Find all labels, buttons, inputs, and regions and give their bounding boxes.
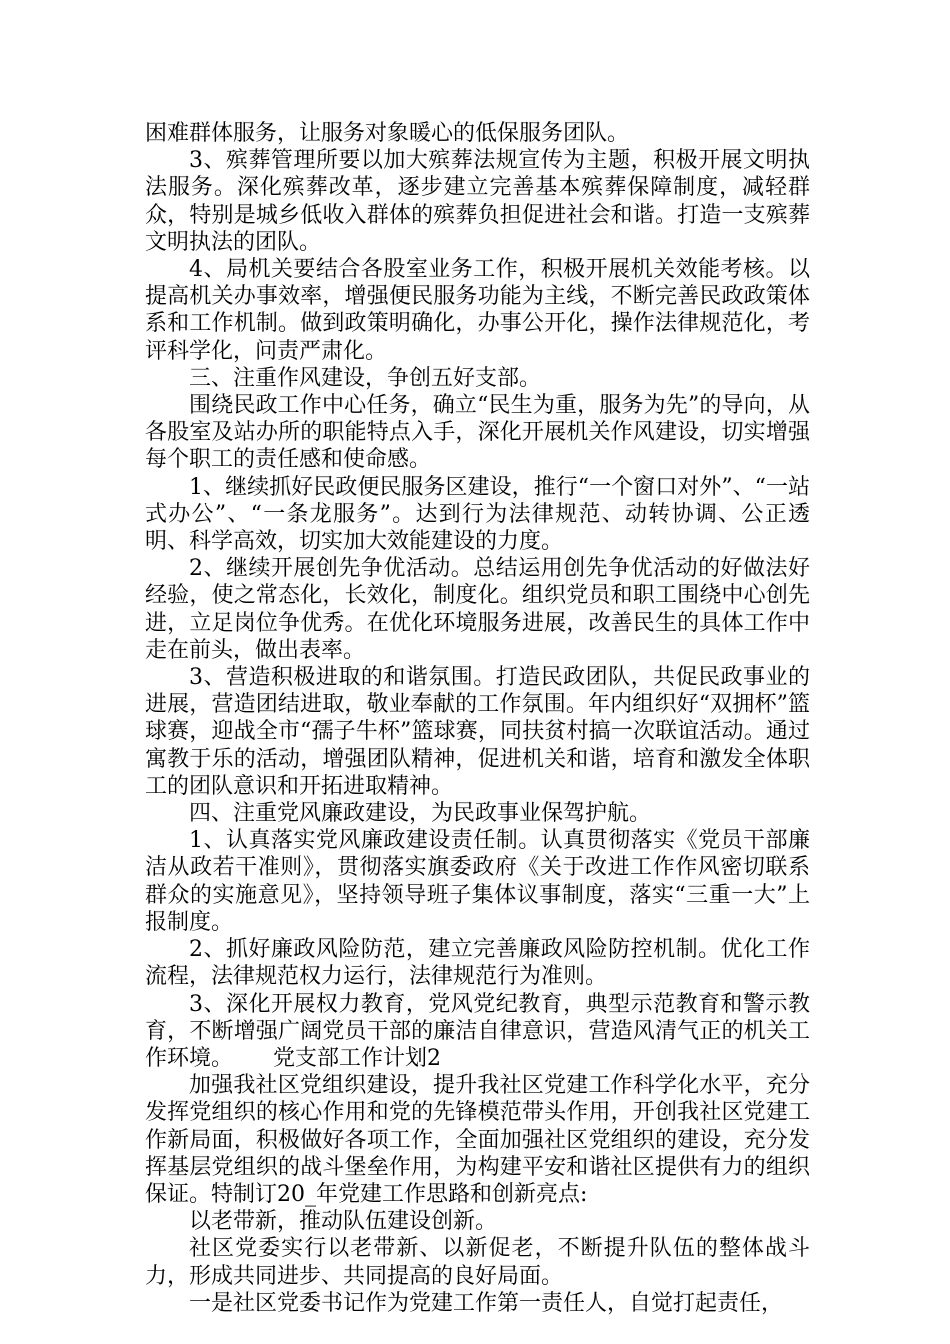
paragraph-excellence-activity: 2、继续开展创先争优活动。总结运用创先争优活动的好做法好经验，使之常态化，长效化，制度化。组织党员和职工围绕中心创先进，立足岗位争优秀。在优化环境服务进展，改善民生的具体工作中走在前头，做出表率。 [145,556,810,663]
plan-title-inline: 党支部工作计划2 [273,1045,442,1071]
paragraph-community-party: 加强我社区党组织建设，提升我社区党建工作科学化水平，充分发挥党组织的核心作用和党的先锋模范带头作用，开创我社区党建工作新局面，积极做好各项工作，全面加强社区党组织的建设，充分发挥基层党组织的战斗堡垒作用，为构建平安和谐社区提供有力的组织保证。特制订20_年党建工作思路和创新亮点: [145,1073,810,1207]
paragraph-risk-prevention: 2、抓好廉政风险防范，建立完善廉政风险防控机制。优化工作流程，法律规范权力运行，法律规范行为准则。 [145,937,810,990]
paragraph-mentoring-heading: 以老带新，推动队伍建设创新。 [189,1209,498,1235]
paragraph-service-zone: 1、继续抓好民政便民服务区建设，推行“一个窗口对外”、“一站式办公”、“一条龙服务”。达到行为法律规范、动转协调、公正透明、科学高效，切实加大效能建设的力度。 [145,474,810,555]
paragraph-responsibility-system: 1、认真落实党风廉政建设责任制。认真贯彻落实《党员干部廉洁从政若干准则》，贯彻落实旗委政府《关于改进工作作风密切联系群众的实施意见》，坚持领导班子集体议事制度，落实“三重一大”上报制度。 [145,828,810,935]
section-heading-integrity: 四、注重党风廉政建设，为民政事业保驾护航。 [189,801,652,827]
paragraph-bureau-efficiency: 4、局机关要结合各股室业务工作，积极开展机关效能考核。以提高机关办事效率，增强便民服务功能为主线，不断完善民政政策体系和工作机制。做到政策明确化，办事公开化，操作法律规范化，考评科学化，问责严肃化。 [145,257,810,364]
paragraph-harmonious-atmosphere: 3、营造积极进取的和谐氛围。打造民政团队，共促民政事业的进展，营造团结进取，敬业奉献的工作氛围。年内组织好“双拥杯”篮球赛，迎战全市“孺子牛杯”篮球赛，同扶贫村搞一次联谊活动。通过寓教于乐的活动，增强团队精神，促进机关和谐，培育和激发全体职工的团队意识和开拓进取精神。 [145,665,810,799]
paragraph-civil-affairs-focus: 围绕民政工作中心任务，确立“民生为重，服务为先”的导向，从各股室及站办所的职能特点入手，深化开展机关作风建设，切实增强每个职工的责任感和使命感。 [145,393,810,473]
document-body [145,120,810,1317]
paragraph-secretary-responsibility: 一是社区党委书记作为党建工作第一责任人，自觉打起责任， [189,1290,784,1316]
paragraph-mentoring-detail: 社区党委实行以老带新、以新促老，不断提升队伍的整体战斗力，形成共同进步、共同提高的良好局面。 [145,1236,810,1289]
paragraph-funeral-management: 3、殡葬管理所要以加大殡葬法规宣传为主题，积极开展文明执法服务。深化殡葬改革，逐步建立完善基本殡葬保障制度，减轻群众，特别是城乡低收入群体的殡葬负担促进社会和谐。打造一支殡葬文明执法的团队。 [145,148,810,255]
paragraph-power-education-text: 3、深化开展权力教育，党风党纪教育，典型示范教育和警示教育，不断增强广阔党员干部的廉洁自律意识，营造风清气正的机关工作环境。 [145,991,810,1071]
paragraph-continuation: 困难群体服务，让服务对象暖心的低保服务团队。 [145,121,630,146]
section-heading-style-building: 三、注重作风建设，争创五好支部。 [189,365,542,391]
paragraph-power-education [145,991,810,1073]
